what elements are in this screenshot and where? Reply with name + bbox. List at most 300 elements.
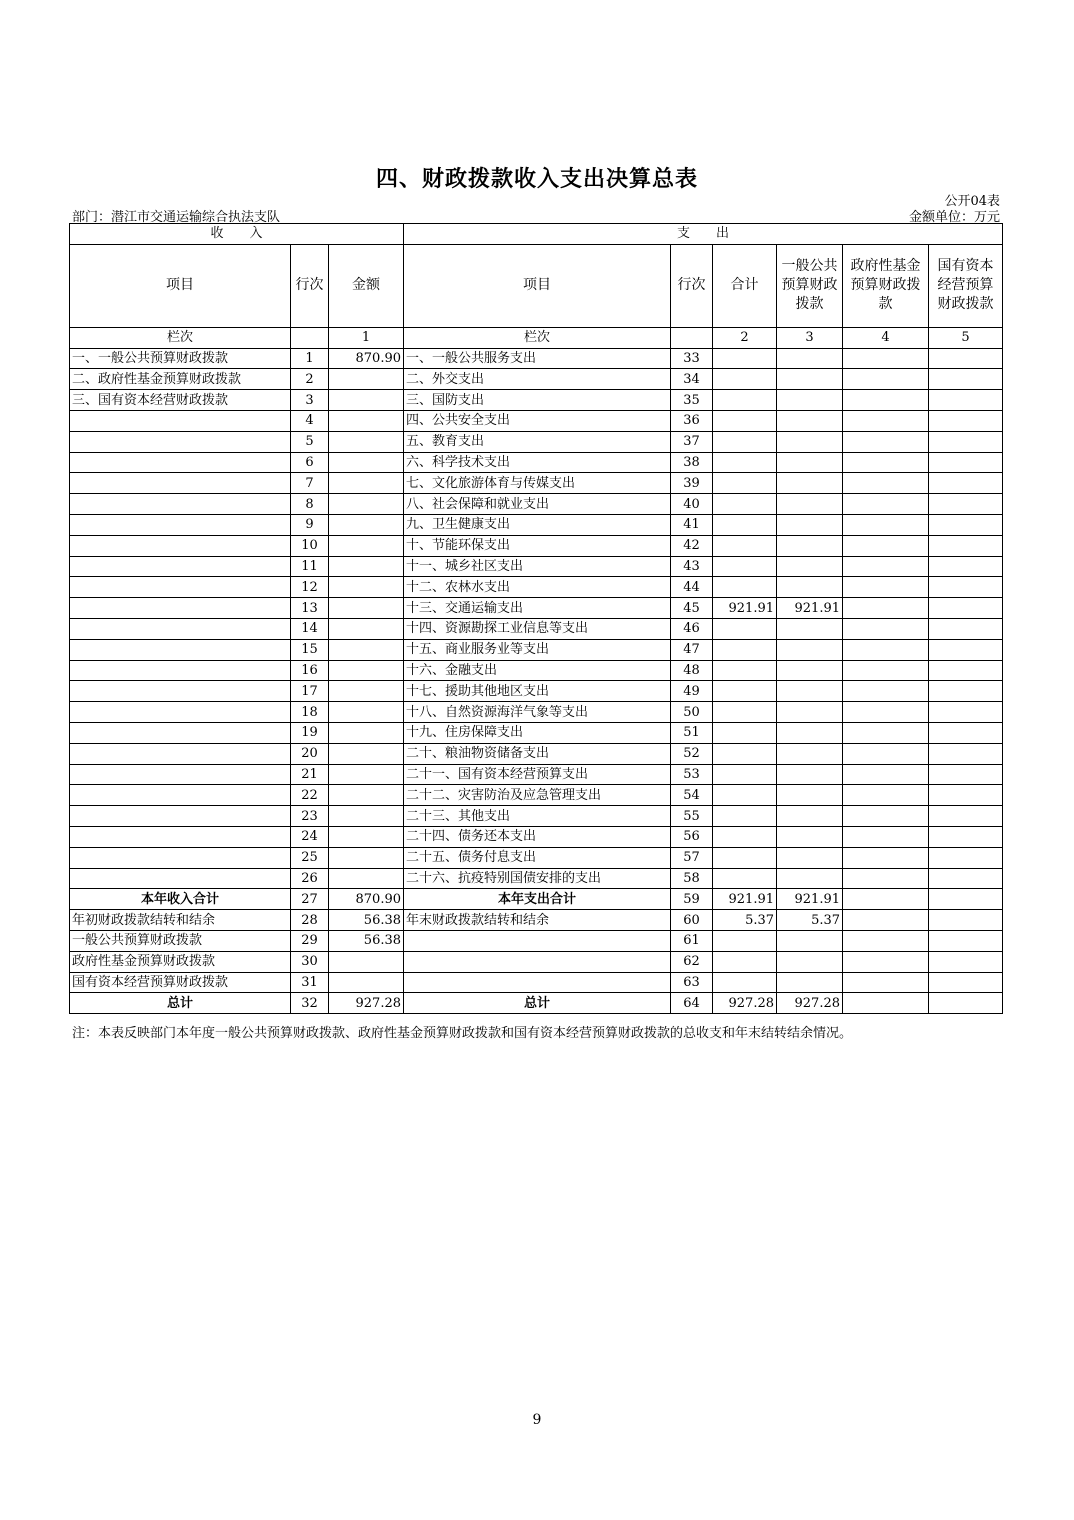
gov-fund-cell xyxy=(843,764,929,785)
income-row-no-cell: 9 xyxy=(291,514,329,535)
expense-item-cell: 二十、粮油物资储备支出 xyxy=(404,743,671,764)
total-cell xyxy=(713,556,777,577)
gov-fund-cell xyxy=(843,598,929,619)
gov-fund-cell xyxy=(843,410,929,431)
income-header: 收 入 xyxy=(70,224,404,245)
general-budget-cell xyxy=(777,431,843,452)
expense-row-no-cell: 50 xyxy=(671,702,713,723)
income-row-no-cell: 20 xyxy=(291,743,329,764)
expense-item-cell: 二十六、抗疫特别国债安排的支出 xyxy=(404,868,671,889)
state-capital-cell xyxy=(929,722,1003,743)
income-item-cell xyxy=(70,598,291,619)
income-row-no-header: 行次 xyxy=(291,244,329,327)
column-index-blank xyxy=(671,327,713,348)
income-item-cell xyxy=(70,639,291,660)
total-cell xyxy=(713,806,777,827)
column-index-label: 栏次 xyxy=(70,327,291,348)
income-item-cell xyxy=(70,494,291,515)
state-capital-cell xyxy=(929,348,1003,369)
income-row-no-cell: 18 xyxy=(291,702,329,723)
income-amount-cell xyxy=(329,972,404,993)
expense-row-no-cell: 40 xyxy=(671,494,713,515)
gov-fund-cell xyxy=(843,473,929,494)
table-row xyxy=(70,951,1003,972)
expense-row-no-cell: 54 xyxy=(671,785,713,806)
general-budget-cell xyxy=(777,348,843,369)
form-code: 公开04表 xyxy=(944,194,1000,209)
expense-row-no-cell: 45 xyxy=(671,598,713,619)
expense-row-no-cell: 44 xyxy=(671,577,713,598)
general-budget-cell xyxy=(777,764,843,785)
general-budget-cell xyxy=(777,868,843,889)
income-amount-cell xyxy=(329,639,404,660)
table-row xyxy=(70,702,1003,723)
total-cell: 921.91 xyxy=(713,598,777,619)
income-item-cell xyxy=(70,868,291,889)
general-budget-cell xyxy=(777,847,843,868)
general-budget-cell xyxy=(777,930,843,951)
table-row xyxy=(70,889,1003,910)
general-budget-cell xyxy=(777,535,843,556)
general-budget-cell xyxy=(777,410,843,431)
expense-row-no-cell: 61 xyxy=(671,930,713,951)
state-capital-cell xyxy=(929,618,1003,639)
expense-item-cell xyxy=(404,930,671,951)
income-item-cell xyxy=(70,847,291,868)
general-budget-cell xyxy=(777,556,843,577)
table-note: 注：本表反映部门本年度一般公共预算财政拨款、政府性基金预算财政拨款和国有资本经营预算财政拨款的总收支和年末结转结余情况。 xyxy=(72,1026,853,1041)
income-row-no-cell: 8 xyxy=(291,494,329,515)
general-budget-cell xyxy=(777,702,843,723)
gov-fund-cell xyxy=(843,431,929,452)
income-amount-cell: 870.90 xyxy=(329,348,404,369)
income-row-no-cell: 2 xyxy=(291,369,329,390)
income-amount-header: 金额 xyxy=(329,244,404,327)
income-row-no-cell: 11 xyxy=(291,556,329,577)
income-item-cell xyxy=(70,702,291,723)
table-row xyxy=(70,785,1003,806)
expense-header: 支 出 xyxy=(404,224,1003,245)
total-cell xyxy=(713,847,777,868)
expense-item-cell: 十八、自然资源海洋气象等支出 xyxy=(404,702,671,723)
gov-fund-cell xyxy=(843,910,929,931)
gov-fund-cell xyxy=(843,743,929,764)
income-item-cell xyxy=(70,618,291,639)
table-row xyxy=(70,868,1003,889)
income-row-no-cell: 6 xyxy=(291,452,329,473)
income-row-no-cell: 22 xyxy=(291,785,329,806)
expense-row-no-cell: 34 xyxy=(671,369,713,390)
gov-fund-cell xyxy=(843,702,929,723)
income-row-no-cell: 27 xyxy=(291,889,329,910)
income-row-no-cell: 3 xyxy=(291,390,329,411)
expense-item-cell: 十一、城乡社区支出 xyxy=(404,556,671,577)
general-budget-header: 一般公共预算财政拨款 xyxy=(777,244,843,327)
general-budget-cell xyxy=(777,806,843,827)
income-item-cell: 政府性基金预算财政拨款 xyxy=(70,951,291,972)
general-budget-cell: 921.91 xyxy=(777,889,843,910)
general-budget-cell xyxy=(777,369,843,390)
state-capital-cell xyxy=(929,639,1003,660)
total-cell xyxy=(713,577,777,598)
expense-item-cell: 九、卫生健康支出 xyxy=(404,514,671,535)
income-item-cell xyxy=(70,556,291,577)
expense-item-cell: 年末财政拨款结转和结余 xyxy=(404,910,671,931)
state-capital-cell xyxy=(929,910,1003,931)
expense-row-no-cell: 51 xyxy=(671,722,713,743)
expense-row-no-cell: 52 xyxy=(671,743,713,764)
income-amount-cell xyxy=(329,577,404,598)
state-capital-cell xyxy=(929,577,1003,598)
state-capital-cell xyxy=(929,535,1003,556)
department-label: 部门：潜江市交通运输综合执法支队 xyxy=(72,210,281,225)
income-item-cell: 二、政府性基金预算财政拨款 xyxy=(70,369,291,390)
table-row xyxy=(70,681,1003,702)
expense-item-cell xyxy=(404,972,671,993)
gov-fund-cell xyxy=(843,930,929,951)
income-amount-cell xyxy=(329,868,404,889)
gov-fund-cell xyxy=(843,889,929,910)
table-row xyxy=(70,473,1003,494)
gov-fund-cell xyxy=(843,618,929,639)
gov-fund-cell xyxy=(843,577,929,598)
expense-row-no-cell: 38 xyxy=(671,452,713,473)
income-row-no-cell: 28 xyxy=(291,910,329,931)
expense-row-no-cell: 60 xyxy=(671,910,713,931)
gov-fund-cell xyxy=(843,556,929,577)
income-row-no-cell: 25 xyxy=(291,847,329,868)
income-amount-cell xyxy=(329,410,404,431)
income-item-cell: 三、国有资本经营财政拨款 xyxy=(70,390,291,411)
income-amount-cell xyxy=(329,722,404,743)
expense-item-cell: 总计 xyxy=(404,993,671,1014)
income-amount-cell: 927.28 xyxy=(329,993,404,1014)
income-item-cell xyxy=(70,431,291,452)
expense-row-no-cell: 35 xyxy=(671,390,713,411)
state-capital-cell xyxy=(929,826,1003,847)
income-row-no-cell: 16 xyxy=(291,660,329,681)
expense-item-cell: 十九、住房保障支出 xyxy=(404,722,671,743)
table-row xyxy=(70,826,1003,847)
income-row-no-cell: 5 xyxy=(291,431,329,452)
income-amount-cell xyxy=(329,390,404,411)
table-row xyxy=(70,577,1003,598)
table-row xyxy=(70,930,1003,951)
income-row-no-cell: 21 xyxy=(291,764,329,785)
income-amount-cell xyxy=(329,369,404,390)
income-amount-cell xyxy=(329,826,404,847)
income-amount-cell xyxy=(329,598,404,619)
page-number: 9 xyxy=(532,1412,542,1428)
state-capital-cell xyxy=(929,369,1003,390)
income-item-cell xyxy=(70,577,291,598)
income-item-cell: 一般公共预算财政拨款 xyxy=(70,930,291,951)
table-row xyxy=(70,910,1003,931)
state-capital-cell xyxy=(929,556,1003,577)
expense-item-cell: 十六、金融支出 xyxy=(404,660,671,681)
state-capital-cell xyxy=(929,681,1003,702)
general-budget-cell xyxy=(777,972,843,993)
income-amount-cell xyxy=(329,473,404,494)
general-budget-cell xyxy=(777,826,843,847)
total-cell xyxy=(713,494,777,515)
income-amount-cell xyxy=(329,951,404,972)
expense-row-no-cell: 53 xyxy=(671,764,713,785)
total-cell: 921.91 xyxy=(713,889,777,910)
total-cell xyxy=(713,868,777,889)
table-row xyxy=(70,722,1003,743)
income-amount-cell xyxy=(329,618,404,639)
gov-fund-cell xyxy=(843,348,929,369)
total-cell xyxy=(713,348,777,369)
header-row-sections xyxy=(70,224,1003,245)
expense-row-no-cell: 55 xyxy=(671,806,713,827)
expense-item-cell: 十、节能环保支出 xyxy=(404,535,671,556)
income-amount-cell: 870.90 xyxy=(329,889,404,910)
total-cell: 5.37 xyxy=(713,910,777,931)
general-budget-cell xyxy=(777,785,843,806)
total-cell xyxy=(713,930,777,951)
income-amount-cell xyxy=(329,681,404,702)
state-capital-cell xyxy=(929,660,1003,681)
state-capital-cell xyxy=(929,410,1003,431)
column-index-5: 5 xyxy=(929,327,1003,348)
expense-row-no-cell: 46 xyxy=(671,618,713,639)
income-amount-cell xyxy=(329,806,404,827)
table-row xyxy=(70,743,1003,764)
income-item-cell xyxy=(70,743,291,764)
gov-fund-cell xyxy=(843,785,929,806)
state-capital-cell xyxy=(929,431,1003,452)
table-row xyxy=(70,452,1003,473)
column-index-blank xyxy=(291,327,329,348)
expense-item-header: 项目 xyxy=(404,244,671,327)
state-capital-cell xyxy=(929,473,1003,494)
expense-row-no-cell: 64 xyxy=(671,993,713,1014)
income-item-cell xyxy=(70,681,291,702)
general-budget-cell xyxy=(777,390,843,411)
total-cell xyxy=(713,785,777,806)
gov-fund-cell xyxy=(843,681,929,702)
income-item-cell: 总计 xyxy=(70,993,291,1014)
expense-item-cell: 十二、农林水支出 xyxy=(404,577,671,598)
total-cell xyxy=(713,473,777,494)
page-title: 四、财政拨款收入支出决算总表 xyxy=(375,167,698,192)
expense-item-cell: 一、一般公共服务支出 xyxy=(404,348,671,369)
expense-row-no-cell: 37 xyxy=(671,431,713,452)
table-row xyxy=(70,390,1003,411)
gov-fund-cell xyxy=(843,972,929,993)
income-row-no-cell: 1 xyxy=(291,348,329,369)
gov-fund-cell xyxy=(843,868,929,889)
expense-item-cell: 二十二、灾害防治及应急管理支出 xyxy=(404,785,671,806)
state-capital-cell xyxy=(929,889,1003,910)
expense-row-no-cell: 56 xyxy=(671,826,713,847)
general-budget-cell: 5.37 xyxy=(777,910,843,931)
total-cell xyxy=(713,452,777,473)
expense-item-cell: 二、外交支出 xyxy=(404,369,671,390)
expense-row-no-cell: 63 xyxy=(671,972,713,993)
total-cell xyxy=(713,951,777,972)
expense-row-no-cell: 49 xyxy=(671,681,713,702)
income-row-no-cell: 10 xyxy=(291,535,329,556)
income-item-cell xyxy=(70,722,291,743)
income-item-cell xyxy=(70,410,291,431)
expense-item-cell: 十七、援助其他地区支出 xyxy=(404,681,671,702)
income-item-cell xyxy=(70,473,291,494)
expense-item-cell: 二十四、债务还本支出 xyxy=(404,826,671,847)
column-index-4: 4 xyxy=(843,327,929,348)
income-item-cell: 本年收入合计 xyxy=(70,889,291,910)
income-item-cell xyxy=(70,514,291,535)
table-row xyxy=(70,494,1003,515)
income-amount-cell xyxy=(329,494,404,515)
income-row-no-cell: 31 xyxy=(291,972,329,993)
table-row xyxy=(70,993,1003,1014)
income-item-header: 项目 xyxy=(70,244,291,327)
expense-item-cell xyxy=(404,951,671,972)
total-cell xyxy=(713,431,777,452)
income-amount-cell xyxy=(329,660,404,681)
income-amount-cell: 56.38 xyxy=(329,910,404,931)
expense-item-cell: 二十三、其他支出 xyxy=(404,806,671,827)
total-cell xyxy=(713,681,777,702)
column-index-3: 3 xyxy=(777,327,843,348)
general-budget-cell xyxy=(777,473,843,494)
general-budget-cell xyxy=(777,951,843,972)
expense-item-cell: 八、社会保障和就业支出 xyxy=(404,494,671,515)
general-budget-cell xyxy=(777,452,843,473)
income-item-cell: 年初财政拨款结转和结余 xyxy=(70,910,291,931)
income-row-no-cell: 13 xyxy=(291,598,329,619)
income-amount-cell xyxy=(329,556,404,577)
table-row xyxy=(70,806,1003,827)
total-cell xyxy=(713,826,777,847)
header-row-columns xyxy=(70,244,1003,327)
unit-label: 金额单位：万元 xyxy=(908,210,1000,225)
income-item-cell: 国有资本经营预算财政拨款 xyxy=(70,972,291,993)
expense-row-no-cell: 57 xyxy=(671,847,713,868)
income-row-no-cell: 17 xyxy=(291,681,329,702)
expense-item-cell: 十三、交通运输支出 xyxy=(404,598,671,619)
income-amount-cell xyxy=(329,514,404,535)
state-capital-cell xyxy=(929,390,1003,411)
general-budget-cell xyxy=(777,681,843,702)
state-capital-cell xyxy=(929,972,1003,993)
income-amount-cell xyxy=(329,702,404,723)
table-row xyxy=(70,639,1003,660)
income-item-cell: 一、一般公共预算财政拨款 xyxy=(70,348,291,369)
state-capital-cell xyxy=(929,494,1003,515)
total-cell xyxy=(713,535,777,556)
general-budget-cell xyxy=(777,660,843,681)
income-amount-cell xyxy=(329,764,404,785)
expense-row-no-cell: 39 xyxy=(671,473,713,494)
table-row xyxy=(70,431,1003,452)
table-row xyxy=(70,764,1003,785)
table-row xyxy=(70,972,1003,993)
column-index-2: 2 xyxy=(713,327,777,348)
expense-item-cell: 三、国防支出 xyxy=(404,390,671,411)
expense-item-cell: 十四、资源勘探工业信息等支出 xyxy=(404,618,671,639)
total-cell xyxy=(713,618,777,639)
income-row-no-cell: 32 xyxy=(291,993,329,1014)
total-cell xyxy=(713,722,777,743)
state-capital-cell xyxy=(929,806,1003,827)
income-amount-cell xyxy=(329,785,404,806)
table-body xyxy=(70,348,1003,1014)
expense-item-cell: 二十五、债务付息支出 xyxy=(404,847,671,868)
gov-fund-cell xyxy=(843,369,929,390)
state-capital-cell xyxy=(929,743,1003,764)
gov-fund-cell xyxy=(843,826,929,847)
state-capital-cell xyxy=(929,847,1003,868)
income-amount-cell xyxy=(329,452,404,473)
income-item-cell xyxy=(70,785,291,806)
budget-table xyxy=(69,223,1003,1014)
income-amount-cell xyxy=(329,535,404,556)
gov-fund-cell xyxy=(843,639,929,660)
state-capital-cell xyxy=(929,930,1003,951)
gov-fund-cell xyxy=(843,847,929,868)
income-row-no-cell: 14 xyxy=(291,618,329,639)
state-capital-cell xyxy=(929,951,1003,972)
expense-item-cell: 六、科学技术支出 xyxy=(404,452,671,473)
expense-row-no-cell: 36 xyxy=(671,410,713,431)
income-item-cell xyxy=(70,452,291,473)
income-amount-cell xyxy=(329,431,404,452)
table-row xyxy=(70,514,1003,535)
gov-fund-cell xyxy=(843,535,929,556)
total-cell xyxy=(713,410,777,431)
general-budget-cell xyxy=(777,722,843,743)
expense-row-no-header: 行次 xyxy=(671,244,713,327)
gov-fund-cell xyxy=(843,993,929,1014)
total-cell xyxy=(713,369,777,390)
state-capital-cell xyxy=(929,764,1003,785)
expense-item-cell: 七、文化旅游体育与传媒支出 xyxy=(404,473,671,494)
general-budget-cell xyxy=(777,743,843,764)
expense-item-cell: 二十一、国有资本经营预算支出 xyxy=(404,764,671,785)
general-budget-cell xyxy=(777,618,843,639)
column-index-1: 1 xyxy=(329,327,404,348)
state-capital-cell xyxy=(929,868,1003,889)
expense-row-no-cell: 41 xyxy=(671,514,713,535)
table-row xyxy=(70,535,1003,556)
income-row-no-cell: 29 xyxy=(291,930,329,951)
general-budget-cell xyxy=(777,494,843,515)
total-header: 合计 xyxy=(713,244,777,327)
table-row xyxy=(70,369,1003,390)
gov-fund-cell xyxy=(843,452,929,473)
total-cell xyxy=(713,660,777,681)
state-capital-cell xyxy=(929,785,1003,806)
total-cell xyxy=(713,639,777,660)
gov-fund-header: 政府性基金预算财政拨款 xyxy=(843,244,929,327)
expense-row-no-cell: 43 xyxy=(671,556,713,577)
gov-fund-cell xyxy=(843,494,929,515)
gov-fund-cell xyxy=(843,660,929,681)
income-item-cell xyxy=(70,660,291,681)
table-row xyxy=(70,556,1003,577)
expense-item-cell: 十五、商业服务业等支出 xyxy=(404,639,671,660)
expense-row-no-cell: 48 xyxy=(671,660,713,681)
general-budget-cell xyxy=(777,639,843,660)
expense-row-no-cell: 62 xyxy=(671,951,713,972)
expense-item-cell: 本年支出合计 xyxy=(404,889,671,910)
income-item-cell xyxy=(70,806,291,827)
expense-row-no-cell: 59 xyxy=(671,889,713,910)
